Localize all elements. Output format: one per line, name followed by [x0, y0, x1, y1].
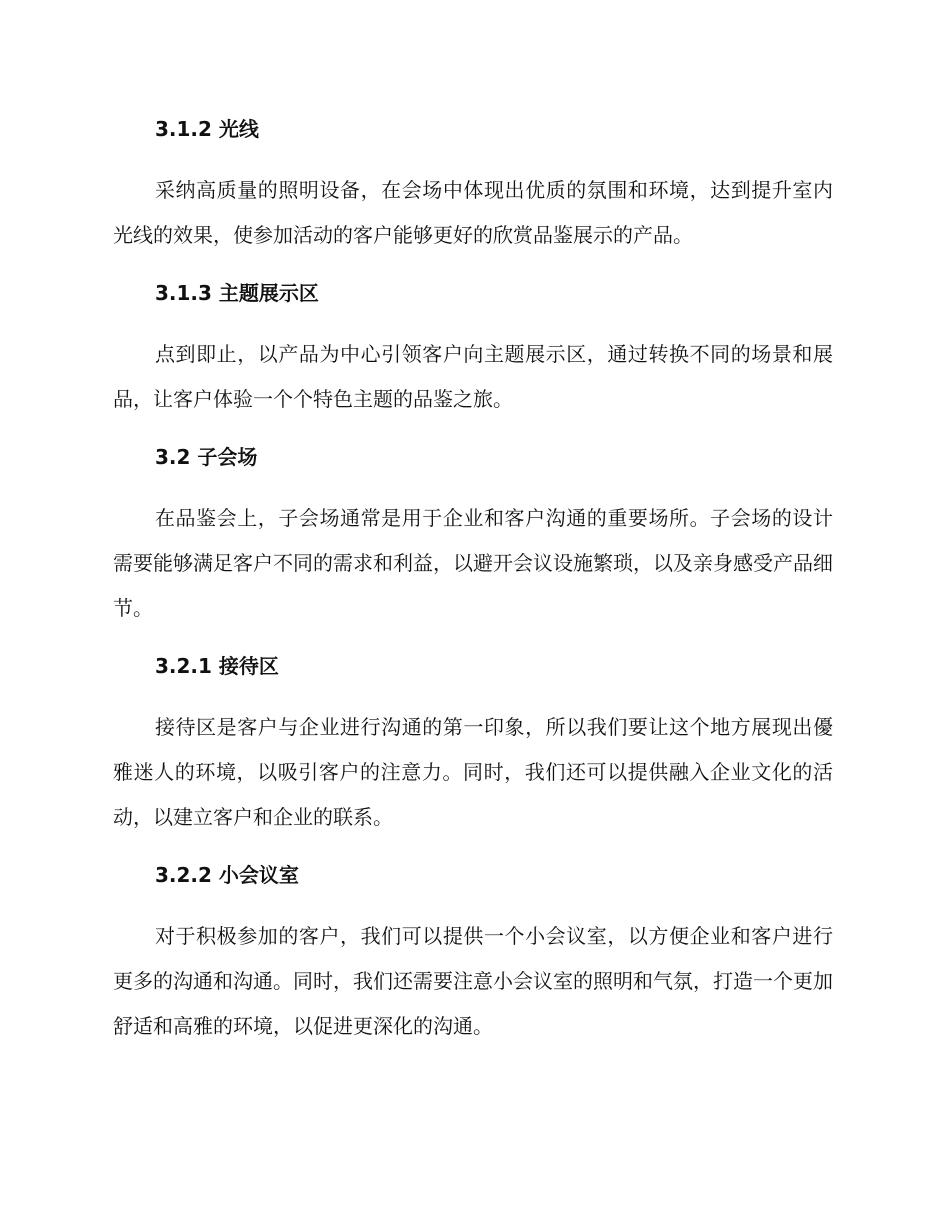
section-heading-theme-display-area: 3.1.3 主题展示区 [155, 281, 319, 305]
section-heading-sub-venue: 3.2 子会场 [155, 445, 258, 469]
section-heading-lighting: 3.1.2 光线 [155, 117, 259, 141]
section-paragraph-sub-venue: 在品鉴会上，子会场通常是用于企业和客户沟通的重要场所。子会场的设计需要能够满足客户不同的需求和利益，以避开会议设施繁琐，以及亲身感受产品细节。 [113, 506, 833, 620]
document-body [113, 108, 833, 1063]
section-heading-small-meeting-room: 3.2.2 小会议室 [155, 863, 299, 887]
section-paragraph-lighting: 采纳高质量的照明设备，在会场中体现出优质的氛围和环境，达到提升室内光线的效果，使参加活动的客户能够更好的欣赏品鉴展示的产品。 [113, 178, 833, 247]
section-paragraph-reception-area: 接待区是客户与企业进行沟通的第一印象，所以我们要让这个地方展现出優雅迷人的环境，以吸引客户的注意力。同时，我们还可以提供融入企业文化的活动，以建立客户和企业的联系。 [113, 715, 833, 829]
section-paragraph-small-meeting-room: 对于积极参加的客户，我们可以提供一个小会议室，以方便企业和客户进行更多的沟通和沟通。同时，我们还需要注意小会议室的照明和气氛，打造一个更加舒适和高雅的环境，以促进更深化的沟通。 [113, 924, 833, 1038]
section-heading-reception-area: 3.2.1 接待区 [155, 654, 279, 678]
section-paragraph-theme-display-area: 点到即止，以产品为中心引领客户向主题展示区，通过转换不同的场景和展品，让客户体验一个个特色主题的品鉴之旅。 [113, 342, 833, 411]
